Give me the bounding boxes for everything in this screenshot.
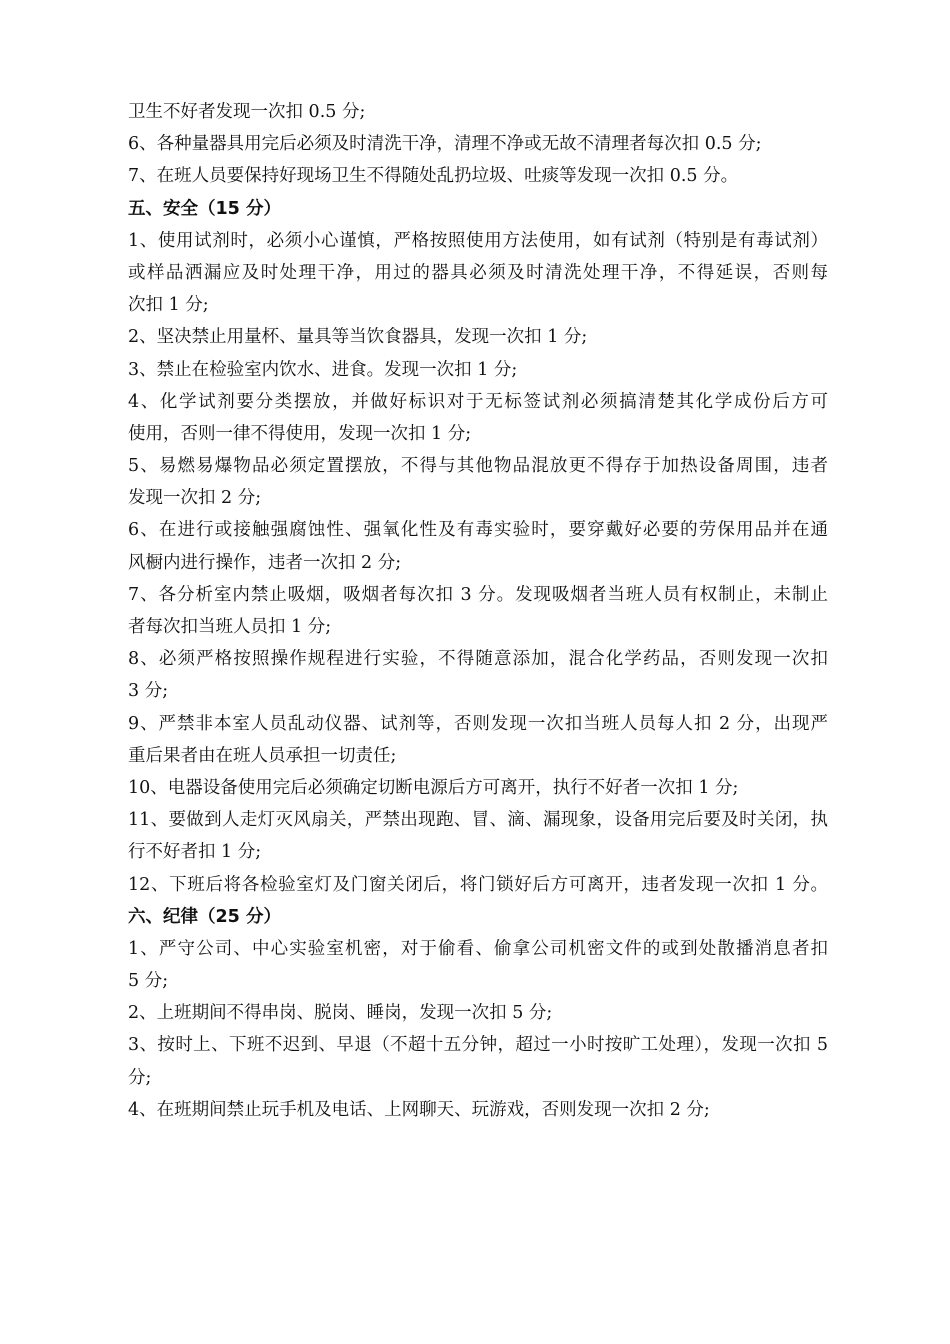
text-line: 7、在班人员要保持好现场卫生不得随处乱扔垃圾、吐痰等发现一次扣 0.5 分。 <box>128 166 739 187</box>
text-line: 2、坚决禁止用量杯、量具等当饮食器具，发现一次扣 1 分; <box>128 327 588 348</box>
text-line: 12、下班后将各检验室灯及门窗关闭后，将门锁好后方可离开，违者发现一次扣 1 分。 <box>128 874 828 895</box>
text-line: 8、必须严格按照操作规程进行实验，不得随意添加，混合化学药品，否则发现一次扣 <box>128 649 828 670</box>
document-page <box>128 96 828 1126</box>
text-line: 3、按时上、下班不迟到、早退（不超十五分钟，超过一小时按旷工处理），发现一次扣 5 <box>128 1035 828 1056</box>
text-line: 1、严守公司、中心实验室机密，对于偷看、偷拿公司机密文件的或到处散播消息者扣 <box>128 938 828 959</box>
text-line: 发现一次扣 2 分; <box>128 488 262 509</box>
text-line: 5、易燃易爆物品必须定置摆放，不得与其他物品混放更不得存于加热设备周围，违者 <box>128 456 828 477</box>
text-line: 行不好者扣 1 分; <box>128 842 262 863</box>
text-line: 或样品洒漏应及时处理干净，用过的器具必须及时清洗处理干净，不得延误，否则每 <box>128 262 828 283</box>
section-heading-safety: 五、安全（15 分） <box>128 198 281 219</box>
text-line: 2、上班期间不得串岗、脱岗、睡岗，发现一次扣 5 分; <box>128 1003 553 1024</box>
text-line: 风橱内进行操作，违者一次扣 2 分; <box>128 552 402 573</box>
text-line: 3 分; <box>128 681 169 702</box>
text-line: 重后果者由在班人员承担一切责任; <box>128 745 397 766</box>
text-line: 使用，否则一律不得使用，发现一次扣 1 分; <box>128 423 472 444</box>
text-line: 1、使用试剂时，必须小心谨慎，严格按照使用方法使用，如有试剂（特别是有毒试剂） <box>128 230 828 251</box>
text-line: 10、电器设备使用完后必须确定切断电源后方可离开，执行不好者一次扣 1 分; <box>128 777 739 798</box>
text-line: 卫生不好者发现一次扣 0.5 分; <box>128 102 366 122</box>
text-line: 7、各分析室内禁止吸烟，吸烟者每次扣 3 分。发现吸烟者当班人员有权制止，未制止 <box>128 584 828 605</box>
text-line: 4、在班期间禁止玩手机及电话、上网聊天、玩游戏，否则发现一次扣 2 分; <box>128 1099 710 1120</box>
text-line: 9、严禁非本室人员乱动仪器、试剂等，否则发现一次扣当班人员每人扣 2 分，出现严 <box>128 713 828 734</box>
text-line: 6、各种量器具用完后必须及时清洗干净，清理不净或无故不清理者每次扣 0.5 分; <box>128 134 762 155</box>
section-heading-discipline: 六、纪律（25 分） <box>128 906 281 927</box>
text-line: 分; <box>128 1067 152 1088</box>
text-line: 6、在进行或接触强腐蚀性、强氧化性及有毒实验时，要穿戴好必要的劳保用品并在通 <box>128 520 828 541</box>
text-line: 者每次扣当班人员扣 1 分; <box>128 617 332 637</box>
text-line: 4、化学试剂要分类摆放，并做好标识对于无标签试剂必须搞清楚其化学成份后方可 <box>128 391 828 412</box>
text-line: 5 分; <box>128 971 169 992</box>
text-line: 11、要做到人走灯灭风扇关，严禁出现跑、冒、滴、漏现象，设备用完后要及时关闭，执 <box>128 810 828 831</box>
text-line: 3、禁止在检验室内饮水、进食。发现一次扣 1 分; <box>128 359 518 380</box>
text-line: 次扣 1 分; <box>128 295 209 316</box>
